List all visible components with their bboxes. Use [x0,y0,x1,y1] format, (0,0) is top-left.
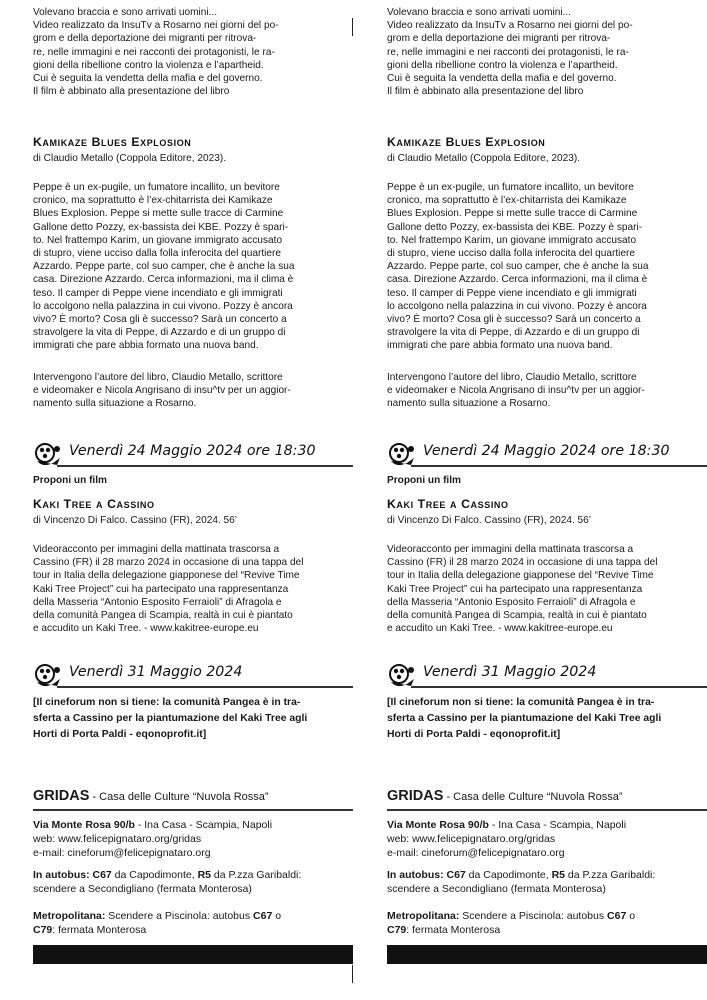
synopsis-line: vivo? È morto? Cosa gli è successo? Sarà un concerto a [387,314,641,326]
description-line: e accudito un Kaki Tree. - www.kakitree-europe.eu [33,623,259,635]
footer-black-bar [33,945,353,964]
gridas-header [33,790,353,814]
gridas-name: GRIDAS [33,788,90,804]
synopsis-line: di stupro, viene ucciso dalla folla inferocita del quartiere [387,248,635,260]
description-line: tour in Italia della delegazione giapponese del “Revive Time [33,570,300,582]
cut-mark-bottom [352,965,353,983]
bus-directions [387,868,707,896]
event1-description [387,543,707,635]
synopsis-line: Gallone detto Pozzy, ex-bassista dei KBE. Pozzy è spari- [387,221,643,233]
intro-line: Il film è abbinato alla presentazione del libro [33,86,230,98]
event2-date: Venerdì 31 Maggio 2024 [423,664,597,680]
event1-description [33,543,353,635]
synopsis-line: immigrati che pare abbia formato una nuova band. [387,340,613,352]
bus-line [387,868,707,882]
gridas-name: GRIDAS [387,788,444,804]
gridas-header [387,790,707,814]
synopsis-line: casa. Direzione Azzardo. Cerca informazioni, ma il clima è [33,274,294,286]
gridas-contacts [387,818,707,860]
book-author: di Claudio Metallo (Coppola Editore, 2023). [387,153,581,164]
event1-date: Venerdì 24 Maggio 2024 ore 18:30 [423,443,670,459]
event1-kicker: Proponi un film [387,475,462,486]
guests-line: Intervengono l’autore del libro, Claudio Metallo, scrittore [387,372,637,383]
intro-paragraph [33,6,353,98]
address-area: - Ina Casa - Scampia, Napoli [134,819,273,831]
metro-text: : fermata Monterosa [52,924,147,936]
synopsis-line: stravolgere la vita di Peppe, di Azzardo e di un gruppo di [387,327,640,339]
book-title: Kamikaze Blues Explosion [387,135,546,149]
intro-line: Video realizzato da InsuTv a Rosarno nei giorni del po- [387,20,633,32]
bus-text: da P.zza Garibaldi: [565,869,656,881]
book-guests [33,371,353,411]
synopsis-line: lo accolgono nella palazzina in cui vivono. Pozzy è ancora [33,300,293,312]
description-line: Kaki Tree Project” cui ha partecipato una rappresentanza [387,583,643,595]
intro-line: Cui è seguita la vendetta della mafia e del governo. [33,73,263,85]
metro-route-c79: C79 [387,924,407,936]
synopsis-line: Peppe è un ex-pugile, un fumatore incallito, un bevitore [33,182,280,193]
bus-directions [33,868,353,896]
synopsis-line: lo accolgono nella palazzina in cui vivono. Pozzy è ancora [387,300,647,312]
intro-line: Volevano braccia e sono arrivati uomini... [387,7,572,18]
event1-rule [411,465,707,467]
synopsis-line: stravolgere la vita di Peppe, di Azzardo e di un gruppo di [33,327,286,339]
book-author: di Claudio Metallo (Coppola Editore, 2023). [33,153,227,164]
notice-line: [Il cineforum non si tiene: la comunità Pangea è in tra- [387,697,655,708]
description-line: Videoracconto per immagini della mattinata trascorsa a [387,544,634,555]
intro-line: gioni della ribellione contro la violenza e l’apartheid. [33,59,264,71]
guests-line: namento sulla situazione a Rosarno. [33,398,197,410]
description-line: tour in Italia della delegazione giapponese del “Revive Time [387,570,654,582]
event1-header [387,441,707,471]
synopsis-line: teso. Il camper di Peppe viene incendiato e gli immigrati [33,287,283,299]
address-street: Via Monte Rosa 90/b [33,819,135,831]
intro-line: Volevano braccia e sono arrivati uomini... [33,7,218,18]
book-title: Kamikaze Blues Explosion [33,135,192,149]
bus-label: In autobus: [387,869,444,881]
event2-notice [33,695,353,743]
guests-line: e videomaker e Nicola Angrisano di insu^tv per un aggior- [33,385,291,397]
metro-text: Scendere a Piscinola: autobus [105,910,254,922]
synopsis-line: cronico, ma soprattutto è l’ex-chitarrista dei Kamikaze [33,195,273,207]
metro-text: o [626,910,636,922]
notice-line: Horti di Porta Paldi - eqonoprofit.it] [33,729,207,740]
synopsis-line: Gallone detto Pozzy, ex-bassista dei KBE. Pozzy è spari- [33,221,289,233]
event1-kicker: Proponi un film [33,475,108,486]
event2-date: Venerdì 31 Maggio 2024 [69,664,243,680]
guests-line: namento sulla situazione a Rosarno. [387,398,551,410]
description-line: Cassino (FR) il 28 marzo 2024 in occasione di una tappa del [33,557,304,569]
description-line: Videoracconto per immagini della mattinata trascorsa a [33,544,280,555]
address-street: Via Monte Rosa 90/b [387,819,489,831]
address-area: - Ina Casa - Scampia, Napoli [488,819,627,831]
email-line: e-mail: cineforum@felicepignataro.org [387,847,565,859]
synopsis-line: di stupro, viene ucciso dalla folla inferocita del quartiere [33,248,281,260]
event2-header [387,662,707,692]
metro-line [33,923,353,937]
book-synopsis [33,181,353,353]
synopsis-line: to. Nel frattempo Karim, un giovane immigrato accusato [33,234,283,246]
email-line: e-mail: cineforum@felicepignataro.org [33,847,211,859]
web-line: web: www.felicepignataro.org/gridas [33,833,202,845]
intro-line: re, nelle immagini e nei racconti dei protagonisti, le ra- [33,46,275,58]
synopsis-line: casa. Direzione Azzardo. Cerca informazioni, ma il clima è [387,274,648,286]
gridas-rule [387,809,707,811]
synopsis-line: Blues Explosion. Peppe si mette sulle tracce di Carmine [387,208,638,220]
metro-line [387,909,707,923]
gridas-tagline: - Casa delle Culture “Nuvola Rossa” [443,791,623,803]
bus-line [33,868,353,882]
bus-route-c67: C67 [446,869,466,881]
notice-line: [Il cineforum non si tiene: la comunità Pangea è in tra- [33,697,301,708]
event1-header [33,441,353,471]
intro-line: Il film è abbinato alla presentazione del libro [387,86,584,98]
bus-text: da P.zza Garibaldi: [211,869,302,881]
description-line: della comunità Pangea di Scampia, realtà in cui è piantato [33,610,293,622]
event2-rule [411,686,707,688]
event2-rule [57,686,353,688]
bus-label: In autobus: [33,869,90,881]
metro-text: Scendere a Piscinola: autobus [459,910,608,922]
gridas-contacts [33,818,353,860]
metro-route-c67: C67 [607,910,627,922]
synopsis-line: Peppe è un ex-pugile, un fumatore incallito, un bevitore [387,182,634,193]
bus-route-r5: R5 [197,869,212,881]
intro-line: grom e della deportazione dei migranti per ritrova- [387,33,611,45]
metro-text: o [272,910,282,922]
gridas-rule [33,809,353,811]
intro-line: grom e della deportazione dei migranti per ritrova- [33,33,257,45]
metro-line [387,923,707,937]
intro-paragraph [387,6,707,98]
event1-author: di Vincenzo Di Falco. Cassino (FR), 2024. 56’ [33,515,238,526]
synopsis-line: Azzardo. Peppe parte, col suo camper, che è anche la sua [33,261,295,273]
synopsis-line: immigrati che pare abbia formato una nuova band. [33,340,259,352]
address-line [33,818,353,832]
synopsis-line: Blues Explosion. Peppe si mette sulle tracce di Carmine [33,208,284,220]
description-line: della Masseria “Antonio Esposito Ferraioli” di Afragola e [33,596,282,608]
bus-line: scendere a Secondigliano (fermata Monterosa) [33,883,252,895]
guests-line: e videomaker e Nicola Angrisano di insu^tv per un aggior- [387,385,645,397]
metro-route-c67: C67 [253,910,273,922]
event1-rule [57,465,353,467]
description-line: della comunità Pangea di Scampia, realtà in cui è piantato [387,610,647,622]
metro-label: Metropolitana: [33,910,106,922]
synopsis-line: cronico, ma soprattutto è l’ex-chitarrista dei Kamikaze [387,195,627,207]
address-line [387,818,707,832]
bus-route-r5: R5 [551,869,566,881]
event2-header [33,662,353,692]
book-synopsis [387,181,707,353]
synopsis-line: Azzardo. Peppe parte, col suo camper, che è anche la sua [387,261,649,273]
description-line: della Masseria “Antonio Esposito Ferraioli” di Afragola e [387,596,636,608]
web-line: web: www.felicepignataro.org/gridas [387,833,556,845]
bus-text: da Capodimonte, [111,869,198,881]
event1-title: Kaki Tree a Cassino [33,497,155,511]
notice-line: Horti di Porta Paldi - eqonoprofit.it] [387,729,561,740]
description-line: Cassino (FR) il 28 marzo 2024 in occasione di una tappa del [387,557,658,569]
metro-directions [387,909,707,937]
metro-line [33,909,353,923]
metro-route-c79: C79 [33,924,53,936]
intro-line: Cui è seguita la vendetta della mafia e del governo. [387,73,617,85]
event2-notice [387,695,707,743]
metro-text: : fermata Monterosa [406,924,501,936]
notice-line: sferta a Cassino per la piantumazione del Kaki Tree agli [387,713,662,724]
metro-directions [33,909,353,937]
footer-black-bar [387,945,707,964]
event1-author: di Vincenzo Di Falco. Cassino (FR), 2024. 56’ [387,515,592,526]
notice-line: sferta a Cassino per la piantumazione del Kaki Tree agli [33,713,308,724]
bus-line: scendere a Secondigliano (fermata Monterosa) [387,883,606,895]
intro-line: Video realizzato da InsuTv a Rosarno nei giorni del po- [33,20,279,32]
synopsis-line: vivo? È morto? Cosa gli è successo? Sarà un concerto a [33,314,287,326]
event1-date: Venerdì 24 Maggio 2024 ore 18:30 [69,443,316,459]
gridas-tagline: - Casa delle Culture “Nuvola Rossa” [89,791,269,803]
intro-line: gioni della ribellione contro la violenza e l’apartheid. [387,59,618,71]
synopsis-line: to. Nel frattempo Karim, un giovane immigrato accusato [387,234,637,246]
description-line: Kaki Tree Project” cui ha partecipato una rappresentanza [33,583,289,595]
intro-line: re, nelle immagini e nei racconti dei protagonisti, le ra- [387,46,629,58]
bus-route-c67: C67 [92,869,112,881]
bus-text: da Capodimonte, [465,869,552,881]
description-line: e accudito un Kaki Tree. - www.kakitree-europe.eu [387,623,613,635]
guests-line: Intervengono l’autore del libro, Claudio Metallo, scrittore [33,372,283,383]
metro-label: Metropolitana: [387,910,460,922]
synopsis-line: teso. Il camper di Peppe viene incendiato e gli immigrati [387,287,637,299]
book-guests [387,371,707,411]
event1-title: Kaki Tree a Cassino [387,497,509,511]
